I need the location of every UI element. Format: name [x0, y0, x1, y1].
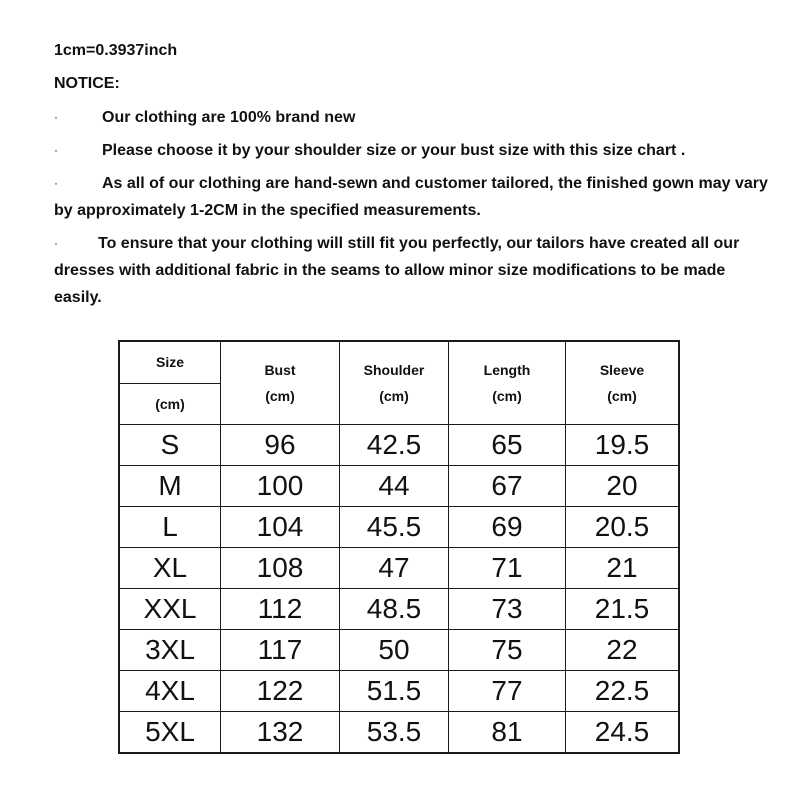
size-cell: 5XL: [119, 712, 221, 754]
header-name: Shoulder: [363, 362, 425, 378]
sleeve-cell: 22: [566, 630, 680, 671]
sleeve-header: [566, 341, 680, 425]
table-row: [119, 712, 679, 754]
sleeve-cell: 20: [566, 466, 680, 507]
bullet-icon: ·: [54, 236, 58, 250]
notice-item: [54, 170, 774, 224]
notice-item-text: As all of our clothing are hand-sewn and customer tailored, the finished gown may vary by approximately 1-2CM in the specified measurements.: [54, 175, 768, 219]
length-cell: 77: [449, 671, 566, 712]
length-cell: 73: [449, 589, 566, 630]
shoulder-cell: 47: [340, 548, 449, 589]
sleeve-cell: 21.5: [566, 589, 680, 630]
notice-item: [54, 104, 774, 131]
shoulder-cell: 42.5: [340, 425, 449, 466]
length-cell: 67: [449, 466, 566, 507]
bust-cell: 112: [221, 589, 340, 630]
size-cell: S: [119, 425, 221, 466]
sleeve-cell: 22.5: [566, 671, 680, 712]
table-row: [119, 507, 679, 548]
size-cell: XXL: [119, 589, 221, 630]
table-row: [119, 466, 679, 507]
length-cell: 81: [449, 712, 566, 754]
header-name: Bust: [264, 362, 296, 378]
shoulder-cell: 48.5: [340, 589, 449, 630]
bust-cell: 108: [221, 548, 340, 589]
length-header: [449, 341, 566, 425]
shoulder-cell: 44: [340, 466, 449, 507]
notice-item-text: To ensure that your clothing will still fit you perfectly, our tailors have created all our dresses with additional fabric in the seams to allow minor size modifications to be made easily.: [54, 235, 740, 306]
unit-conversion-note: 1cm=0.3937inch: [54, 42, 178, 59]
header-unit: (cm): [607, 388, 637, 404]
notice-item-text: Please choose it by your shoulder size or your bust size with this size chart .: [102, 142, 686, 159]
notice-item: [54, 137, 774, 164]
shoulder-cell: 51.5: [340, 671, 449, 712]
header-unit: (cm): [492, 388, 522, 404]
bust-cell: 132: [221, 712, 340, 754]
header-unit: (cm): [379, 388, 409, 404]
table-row: [119, 425, 679, 466]
table-header-row: [119, 341, 679, 383]
size-cell: 4XL: [119, 671, 221, 712]
sleeve-cell: 24.5: [566, 712, 680, 754]
table-row: [119, 671, 679, 712]
table-row: [119, 548, 679, 589]
size-cell: M: [119, 466, 221, 507]
sleeve-cell: 21: [566, 548, 680, 589]
sleeve-cell: 20.5: [566, 507, 680, 548]
length-cell: 71: [449, 548, 566, 589]
size-header-unit: (cm): [119, 383, 221, 425]
notice-item: [54, 230, 774, 311]
notice-heading: NOTICE:: [54, 75, 120, 92]
size-chart-table: [118, 340, 680, 754]
shoulder-cell: 50: [340, 630, 449, 671]
length-cell: 69: [449, 507, 566, 548]
size-cell: XL: [119, 548, 221, 589]
shoulder-header: [340, 341, 449, 425]
bust-cell: 100: [221, 466, 340, 507]
length-cell: 75: [449, 630, 566, 671]
header-name: Length: [483, 362, 531, 378]
header-unit: (cm): [265, 388, 295, 404]
bullet-icon: ·: [54, 176, 58, 190]
size-cell: 3XL: [119, 630, 221, 671]
length-cell: 65: [449, 425, 566, 466]
notice-list: [54, 104, 774, 317]
sleeve-cell: 19.5: [566, 425, 680, 466]
size-cell: L: [119, 507, 221, 548]
table-row: [119, 630, 679, 671]
bullet-icon: ·: [54, 143, 58, 157]
table-row: [119, 589, 679, 630]
shoulder-cell: 45.5: [340, 507, 449, 548]
bust-cell: 122: [221, 671, 340, 712]
notice-item-text: Our clothing are 100% brand new: [102, 109, 356, 126]
bust-cell: 117: [221, 630, 340, 671]
bust-header: [221, 341, 340, 425]
bust-cell: 104: [221, 507, 340, 548]
shoulder-cell: 53.5: [340, 712, 449, 754]
header-name: Sleeve: [599, 362, 645, 378]
size-header-label: Size: [119, 341, 221, 383]
bust-cell: 96: [221, 425, 340, 466]
bullet-icon: ·: [54, 110, 58, 124]
